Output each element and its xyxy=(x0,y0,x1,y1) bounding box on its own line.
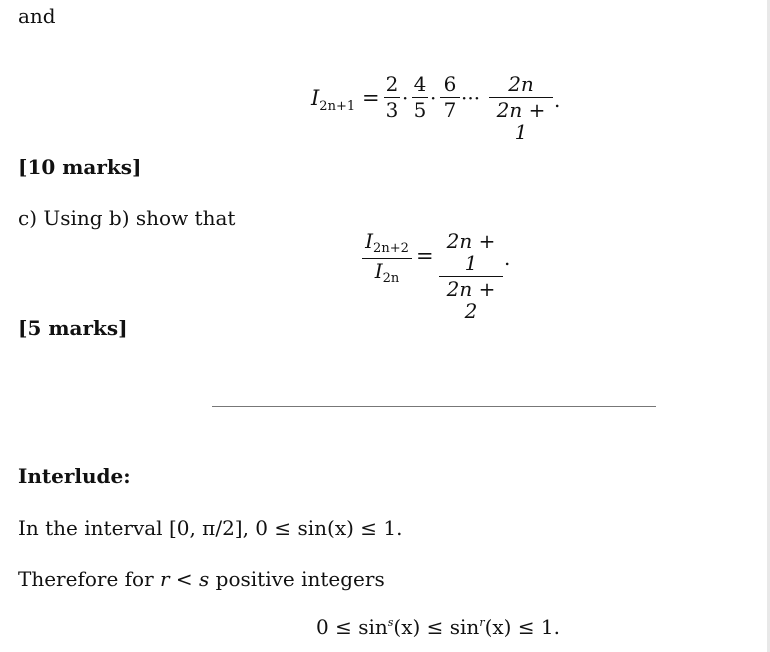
eq1-dot-1: · xyxy=(402,86,409,110)
eq1-fraction-3: 6 7 xyxy=(440,73,460,121)
eq1-period: . xyxy=(554,88,561,112)
eq1-fraction-2: 4 5 xyxy=(413,72,427,122)
marks-c: [5 marks] xyxy=(18,316,128,340)
marks-b: [10 marks] xyxy=(18,155,142,179)
eq1-fraction-4: 2n 2n + 1 xyxy=(489,73,553,143)
section-divider xyxy=(212,406,656,407)
eq2-period: . xyxy=(504,246,511,270)
eq1-dot-2: · xyxy=(430,86,437,110)
eq1-equals: = xyxy=(362,86,380,110)
eq1-ellipsis: ··· xyxy=(461,86,481,110)
interlude-line-1: In the interval [0, π/2], 0 ≤ sin(x) ≤ 1. xyxy=(18,516,403,540)
eq2-rhs-fraction: 2n + 1 2n + 2 xyxy=(439,230,503,322)
intro-word: and xyxy=(18,4,56,28)
eq1-lhs-symbol: I xyxy=(311,86,320,110)
eq1-fraction-1: 2 3 xyxy=(385,72,399,122)
eq1-lhs-subscript: 2n+1 xyxy=(319,99,356,114)
eq2-equals: = xyxy=(416,244,434,268)
interlude-line-2: Therefore for r < s positive integers xyxy=(18,567,385,591)
part-c-prompt: c) Using b) show that xyxy=(18,206,236,230)
sine-inequality: $0 \le \sin^s(x) \le \sin^r(x) \le 1$. xyxy=(316,615,561,639)
interlude-heading: Interlude: xyxy=(18,464,131,488)
eq2-lhs-fraction: $I_{2n+2}$ $I_{2n}$ xyxy=(362,230,412,286)
